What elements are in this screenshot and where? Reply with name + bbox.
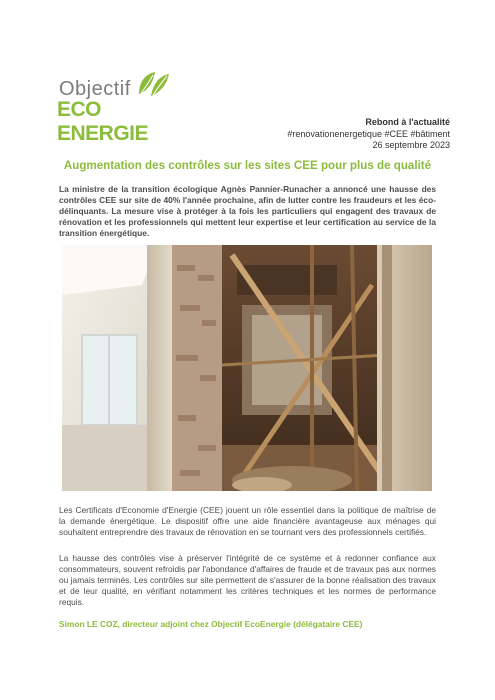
logo-word-objectif: Objectif — [59, 78, 131, 100]
body-paragraph-cee: Les Certificats d'Economie d'Energie (CEE) jouent un rôle essentiel dans la politique de maîtrise de la demande énergétique. Le dispositif offre une aide financière avantageuse aux ménages qui souhaitent entreprendre des travaux de rénovation en se tournant vers des professionnels certifiés. — [59, 505, 436, 537]
company-logo — [57, 68, 177, 145]
body-paragraph-controls: La hausse des contrôles vise à préserver l'intégrité de ce système et à redonner confiance aux consommateurs, souvent refroidis par l'abondance d'affaires de fraude et de travaux pas aux normes ou jamais terminés. Les contrôles sur site permettent de s'assurer de la bonne réalisation des travaux et de leur qualité, en vérifiant notamment les critères techniques et les normes de performance requis. — [59, 553, 436, 607]
lead-paragraph: La ministre de la transition écologique Agnès Pannier-Runacher a annoncé une hausse des contrôles CEE sur site de 40% l'année prochaine, afin de lutter contre les fraudeurs et les éco-délinquants. La mesure vise à protéger à la fois les particuliers qui engagent des travaux de rénovation et les professionnels qui mettent leur expertise et leur certification au service de la transition énergétique. — [59, 184, 436, 238]
renovation-photo — [62, 245, 432, 491]
leaf-icon — [137, 68, 171, 98]
hashtags: #renovationenergetique #CEE #bâtiment — [287, 128, 450, 139]
logo-word-ecoenergie: ECO ENERGIE — [57, 98, 149, 145]
rubric-label: Rebond à l'actualité — [365, 117, 450, 127]
article-title: Augmentation des contrôles sur les sites CEE pour plus de qualité — [63, 159, 432, 172]
signature: Simon LE COZ, directeur adjoint chez Objectif EcoEnergie (délégataire CEE) — [59, 619, 363, 629]
publication-date: 26 septembre 2023 — [372, 140, 450, 150]
article-meta — [287, 117, 450, 152]
